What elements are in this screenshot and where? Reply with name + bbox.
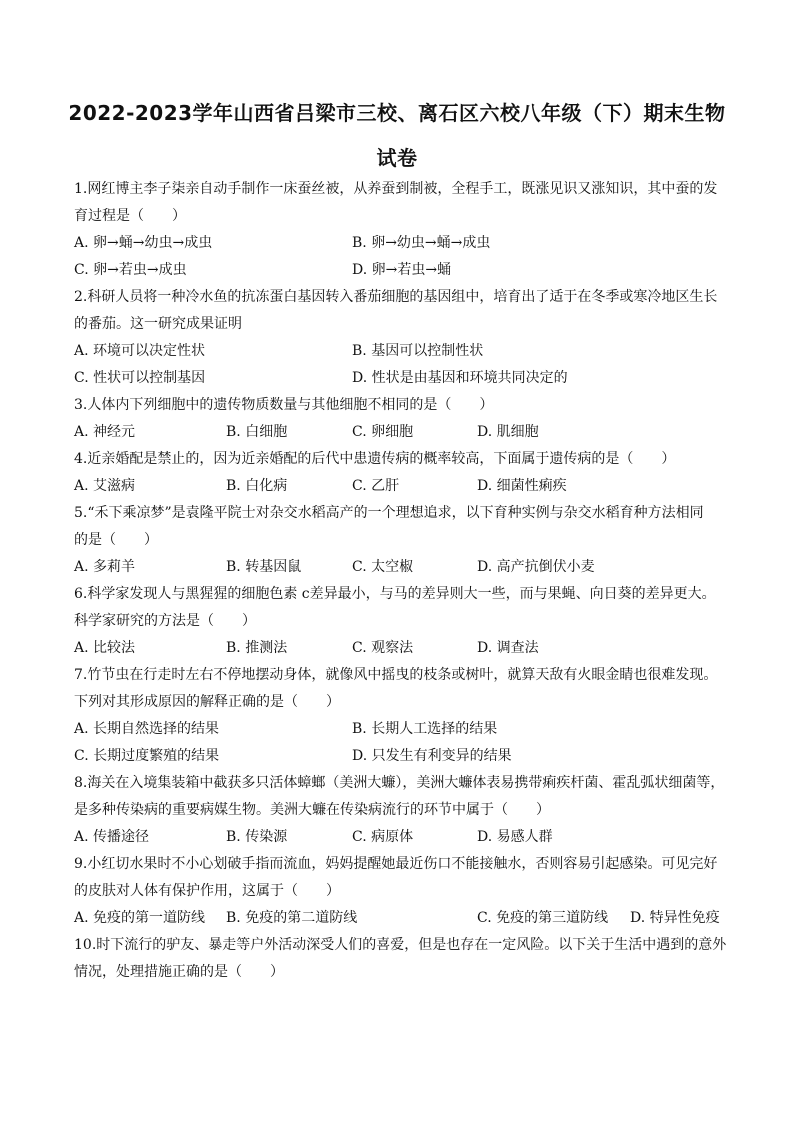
question-6 <box>74 581 734 662</box>
option-b: B. 白细胞 <box>226 424 288 440</box>
option-c: C. 长期过度繁殖的结果 <box>74 748 220 764</box>
option-a: A. 传播途径 <box>74 829 150 845</box>
option-d: D. 细菌性痢疾 <box>477 478 567 494</box>
option-a: A. 多莉羊 <box>74 559 136 575</box>
option-b: B. 转基因鼠 <box>226 559 302 575</box>
option-a: A. 长期自然选择的结果 <box>74 721 220 737</box>
question-stem: 2.科研人员将一种冷水鱼的抗冻蛋白基因转入番茄细胞的基因组中，培育出了适于在冬季或寒冷地区生长 <box>74 289 718 305</box>
option-d: D. 肌细胞 <box>477 424 539 440</box>
question-5 <box>74 500 734 581</box>
option-d: D. 卵→若虫→蛹 <box>352 262 452 278</box>
question-stem: 的是（ ） <box>74 532 158 548</box>
option-b: B. 卵→幼虫→蛹→成虫 <box>352 235 491 251</box>
option-a: A. 比较法 <box>74 640 136 656</box>
question-stem: 的皮肤对人体有保护作用，这属于（ ） <box>74 883 340 899</box>
option-b: B. 白化病 <box>226 478 288 494</box>
question-3 <box>74 392 734 446</box>
option-b: B. 免疫的第二道防线 <box>226 910 358 926</box>
option-a: A. 神经元 <box>74 424 136 440</box>
question-4 <box>74 446 734 500</box>
question-stem: 4.近亲婚配是禁止的，因为近亲婚配的后代中患遗传病的概率较高，下面属于遗传病的是（ ） <box>74 451 676 467</box>
option-a: A. 环境可以决定性状 <box>74 343 206 359</box>
question-10 <box>74 932 734 986</box>
exam-title-line1: 2022-2023学年山西省吕梁市三校、离石区六校八年级（下）期末生物 <box>68 101 726 125</box>
option-b: B. 基因可以控制性状 <box>352 343 484 359</box>
question-stem: 1.网红博主李子柒亲自动手制作一床蚕丝被，从养蚕到制被，全程手工，既涨见识又涨知识，其中蚕的发 <box>74 181 718 197</box>
option-d: D. 性状是由基因和环境共同决定的 <box>352 370 568 386</box>
option-a: A. 卵→蛹→幼虫→成虫 <box>74 235 213 251</box>
option-d: D. 调查法 <box>477 640 539 656</box>
option-d: D. 高产抗倒伏小麦 <box>477 559 595 575</box>
question-2 <box>74 284 734 392</box>
option-c: C. 观察法 <box>352 640 414 656</box>
question-stem: 情况，处理措施正确的是（ ） <box>74 964 284 980</box>
option-c: C. 免疫的第三道防线 <box>477 910 609 926</box>
option-c: C. 乙肝 <box>352 478 400 494</box>
option-a: A. 艾滋病 <box>74 478 136 494</box>
question-stem: 7.竹节虫在行走时左右不停地摆动身体，就像风中摇曳的枝条或树叶，就算天敌有火眼金睛也很难发现。 <box>74 667 718 683</box>
question-stem: 科学家研究的方法是（ ） <box>74 613 256 629</box>
question-stem: 下列对其形成原因的解释正确的是（ ） <box>74 694 340 710</box>
question-8 <box>74 770 734 851</box>
question-7 <box>74 662 734 770</box>
question-stem: 是多种传染病的重要病媒生物。美洲大蠊在传染病流行的环节中属于（ ） <box>74 802 550 818</box>
option-c: C. 太空椒 <box>352 559 414 575</box>
question-stem: 3.人体内下列细胞中的遗传物质数量与其他细胞不相同的是（ ） <box>74 397 494 413</box>
option-c: C. 性状可以控制基因 <box>74 370 206 386</box>
option-b: B. 长期人工选择的结果 <box>352 721 498 737</box>
option-c: C. 卵→若虫→成虫 <box>74 262 187 278</box>
question-9 <box>74 851 734 932</box>
question-stem: 8.海关在入境集装箱中截获多只活体蟑螂（美洲大蠊），美洲大蠊体表易携带痢疾杆菌、霍乱弧状细菌等， <box>74 775 725 791</box>
question-1 <box>74 176 734 284</box>
option-d: D. 只发生有利变异的结果 <box>352 748 512 764</box>
question-stem: 9.小红切水果时不小心划破手指而流血，妈妈提醒她最近伤口不能接触水，否则容易引起感染。可见完好 <box>74 856 718 872</box>
option-d: D. 特异性免疫 <box>630 910 720 926</box>
option-b: B. 传染源 <box>226 829 288 845</box>
question-stem: 10.时下流行的驴友、暴走等户外活动深受人们的喜爱，但是也存在一定风险。以下关于生活中遇到的意外 <box>74 937 727 953</box>
question-stem: 6.科学家发现人与黑猩猩的细胞色素 c差异最小，与马的差异则大一些，而与果蝇、向日葵的差异更大。 <box>74 586 716 602</box>
question-stem: 5.“禾下乘凉梦”是袁隆平院士对杂交水稻高产的一个理想追求，以下育种实例与杂交水稻育种方法相同 <box>74 505 704 521</box>
option-d: D. 易感人群 <box>477 829 553 845</box>
exam-title-line2: 试卷 <box>376 146 418 170</box>
question-stem: 育过程是（ ） <box>74 208 186 224</box>
option-c: C. 病原体 <box>352 829 414 845</box>
option-c: C. 卵细胞 <box>352 424 414 440</box>
question-stem: 的番茄。这一研究成果证明 <box>74 316 242 332</box>
option-b: B. 推测法 <box>226 640 288 656</box>
option-a: A. 免疫的第一道防线 <box>74 910 206 926</box>
